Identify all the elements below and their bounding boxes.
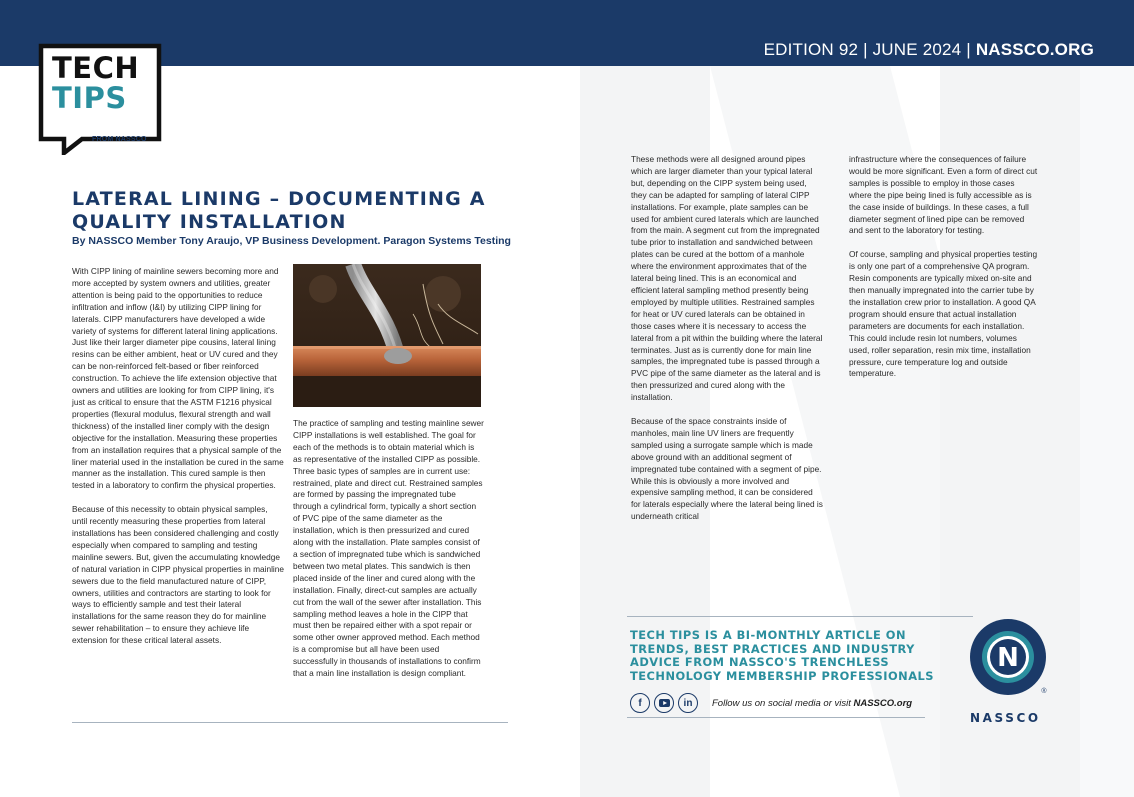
paragraph: These methods were all designed around pipes which are larger diameter than your typical lateral but, depending on the CIPP system being used, they can be adapted for sampling of lateral CIPP installations. For example, plate samples can be used for ambient cured laterals which are launched from the main. A segment cut from the impregnated tube prior to installation and sandwiched between plates can be cured at the bottom of a manhole where the environment approximates that of the lateral being lined. This is an economical and efficient lateral sampling method presently being employed by multiple utilities. Restrained samples for heat or UV cured laterals can be obtained in those cases where it is necessary to access the lateral from a pit within the building where the lateral terminates. Just as is currently done for main line samples, the impregnated tube is passed through a PVC pipe of the same diameter as the lateral and is then pressurized and cured along with the installation. bbox=[631, 154, 823, 403]
divider bbox=[627, 616, 973, 617]
article-byline: By NASSCO Member Tony Araujo, VP Business Development. Paragon Systems Testing bbox=[72, 235, 511, 247]
nassco-wordmark: NASSCO bbox=[970, 711, 1041, 725]
paragraph: Because of this necessity to obtain physical samples, until recently measuring these properties from lateral installations has been considered challenging and costly especially when compared to sampling and testing mainline sewers. But, given the accumulating knowledge of natural variation in CIPP physical properties in mainline sewers due to the field manufactured nature of CIPP, owners, utilities and contractors are starting to look for ways to efficiently sample and test their lateral installations for the same reason they do for mainline sewer rehabilitation – to ensure they achieve life extension for these critical lateral assets. bbox=[72, 504, 284, 646]
badge-tips: TIPS bbox=[52, 81, 127, 115]
follow-site-link[interactable]: NASSCO.org bbox=[853, 697, 913, 709]
column-4 bbox=[849, 154, 1039, 392]
paragraph: With CIPP lining of mainline sewers becoming more and more accepted by system owners and utilities, greater attention is being paid to the opportunities to reduce infiltration and inflow (I&I) by utilizing CIPP lining for laterals. CIPP manufacturers have developed a wide variety of systems for different lateral lining applications. Just like their larger diameter pipe cousins, lateral lining resins can be either ambient, heat or UV cured and they can be non-reinforced felt-based or fiber reinforced construction. To achieve the life extension objective that owners and utilities are looking for from CIPP lining, it's just as critical to ensure that the ASTM F1216 physical properties (flexural modulus, flexural strength and wall thickness) of the installed liner comply with the design objective for the installation. Measuring these properties from an installation requires that a physical sample of the liner material used in the installation be cured in the same manner as the installation. This cured sample is then tested in a laboratory to confirm the physical properties. bbox=[72, 266, 284, 491]
badge-tech: TECH bbox=[52, 51, 140, 85]
divider bbox=[72, 722, 508, 723]
follow-text bbox=[712, 698, 912, 709]
paragraph: Of course, sampling and physical properties testing is only one part of a comprehensive QA program. Resin components are typically mixed on-site and then manually impregnated into the carrier tube by the installation crew prior to installation. A good QA program should ensure that actual installation parameters are documents for each installation. This could include resin lot numbers, volumes used, roller separation, resin mix time, installation pressure, cure temperature log and outside temperature. bbox=[849, 249, 1038, 379]
divider bbox=[627, 717, 925, 718]
edition-text: EDITION 92 | JUNE 2024 | bbox=[763, 40, 976, 59]
column-3 bbox=[631, 154, 824, 535]
paragraph: infrastructure where the consequences of failure would be more significant. Even a form of direct cut samples is possible to employ in those cases where the pipe being lined is fully accessible as is the case inside of buildings. In these cases, a full diameter segment of lined pipe can be removed and sent to the laboratory for testing. bbox=[849, 154, 1038, 236]
registered-mark: ® bbox=[1041, 688, 1047, 695]
site-link[interactable]: NASSCO.ORG bbox=[975, 40, 1094, 59]
badge-from: FROM NASSCO bbox=[92, 136, 147, 143]
nassco-logo bbox=[968, 615, 1048, 705]
linkedin-icon[interactable]: in bbox=[678, 693, 698, 713]
column-1 bbox=[72, 266, 284, 659]
social-row bbox=[630, 692, 912, 714]
follow-label: Follow us on social media or visit bbox=[712, 697, 854, 709]
column-2 bbox=[293, 418, 485, 692]
promo-text: TECH TIPS IS A BI-MONTHLY ARTICLE ON TRENDS, BEST PRACTICES AND INDUSTRY ADVICE FROM NASSCO'S TRENCHLESS TECHNOLOGY MEMBERSHIP PROFESSIONALS bbox=[630, 628, 934, 683]
article-title: LATERAL LINING – DOCUMENTING A QUALITY INSTALLATION bbox=[72, 188, 486, 233]
facebook-icon[interactable]: f bbox=[630, 693, 650, 713]
edition-info bbox=[764, 40, 1094, 60]
youtube-icon[interactable] bbox=[654, 693, 674, 713]
logo-letter: N bbox=[997, 643, 1019, 673]
lateral-pipe-photo bbox=[293, 264, 481, 407]
paragraph: Because of the space constraints inside of manholes, main line UV liners are frequently sampled using a surrogate sample which is made above ground with an additional segment of impregnated tube contained with a segment of pipe. While this is obviously a more involved and expensive sampling method, it can be considered for laterals especially where the lateral being lined is underneath critical bbox=[631, 416, 823, 522]
paragraph: The practice of sampling and testing mainline sewer CIPP installations is well established. The goal for each of the methods is to obtain material which is as representative of the installed CIPP as possible. Three basic types of samples are in current use: restrained, plate and direct cut. Restrained samples are formed by passing the impregnated tube through a cylindrical form, typically a short section of PVC pipe of the same diameter as the installation, which is then pressurized and cured along with the installation. Plate samples consist of a section of impregnated tube which is sandwiched between two metal plates. This sandwich is then placed inside of the liner and cured along with the installation. Finally, direct-cut samples are actually cut from the wall of the sewer after installation. This sampling method leaves a hole in the CIPP that must then be repaired either with a spot repair or some other owner approved method. Each method is a compromise but all have been used successfully in thousands of installations to confirm that a main line installation is design compliant. bbox=[293, 418, 484, 679]
